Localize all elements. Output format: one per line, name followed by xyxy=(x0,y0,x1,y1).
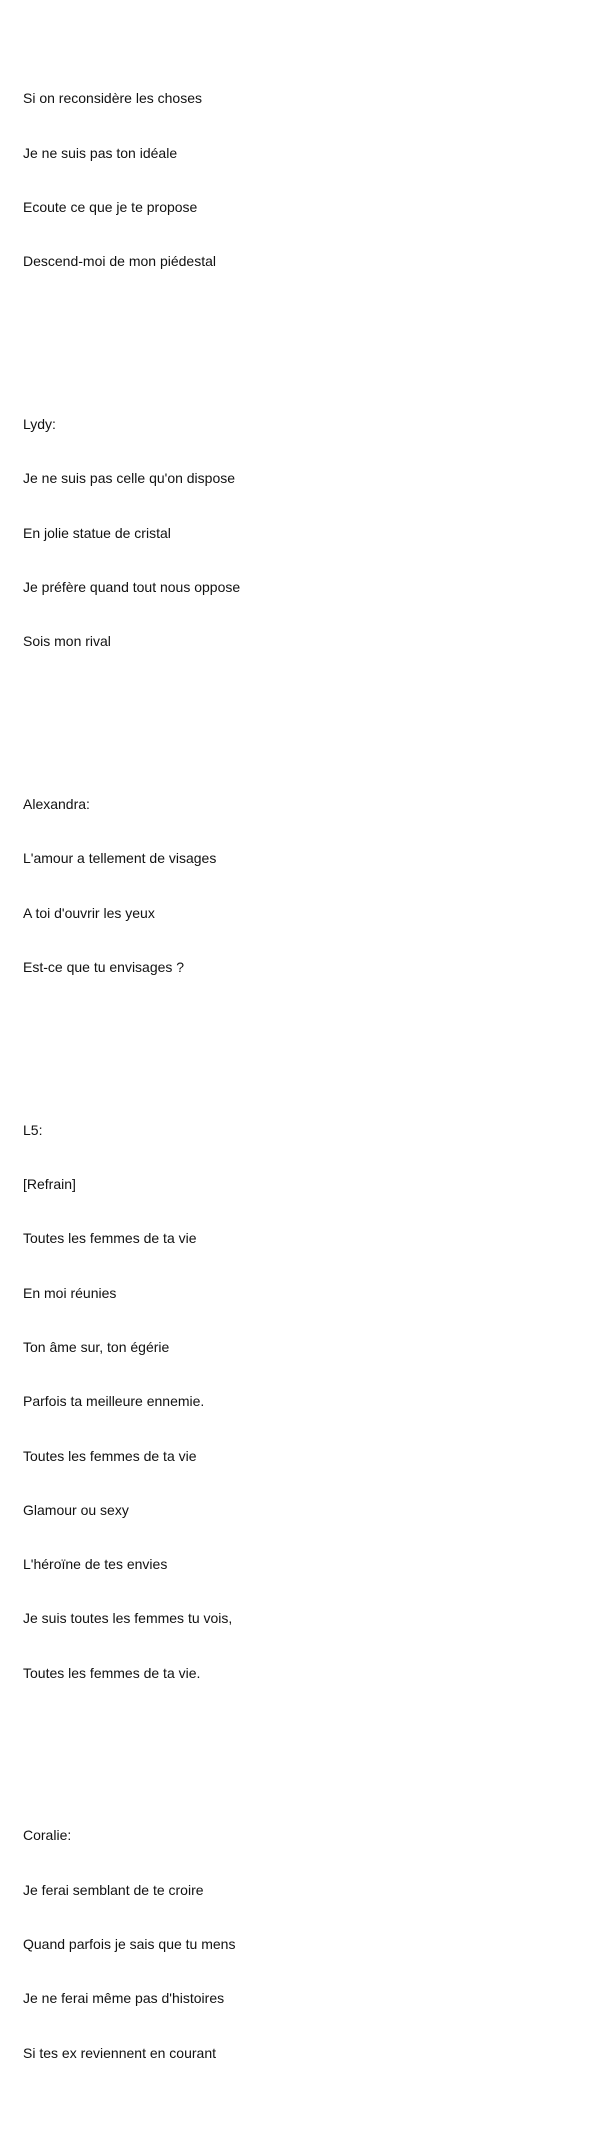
lyric-line: Je préfère quand tout nous oppose xyxy=(23,579,241,595)
lyric-line: Glamour ou sexy xyxy=(23,1501,129,1518)
lyric-line: Je suis toutes les femmes tu vois, xyxy=(23,1610,233,1627)
stanza-lydy xyxy=(23,379,240,687)
lyric-line: Sois mon rival xyxy=(23,633,111,650)
lyrics-document xyxy=(23,0,240,2134)
stanza-intro xyxy=(23,53,240,306)
stanza-l5 xyxy=(23,1085,240,1718)
lyric-line: L'amour a tellement de visages xyxy=(23,850,217,867)
lyric-line: Je ferai semblant de te croire xyxy=(23,1881,204,1898)
lyric-line: A toi d'ouvrir les yeux xyxy=(23,904,155,921)
lyric-line: Quand parfois je sais que tu mens xyxy=(23,1936,236,1953)
lyric-line: Si tes ex reviennent en courant xyxy=(23,2044,217,2061)
lyric-line: Est-ce que tu envisages ? xyxy=(23,958,185,975)
lyric-line: Toutes les femmes de ta vie. xyxy=(23,1664,201,1681)
lyric-line: Ton âme sur, ton égérie xyxy=(23,1338,170,1355)
lyric-line: Ecoute ce que je te propose xyxy=(23,199,198,216)
lyric-line: Je ne ferai même pas d'histoires xyxy=(23,1990,225,2007)
section-marker: [Refrain] xyxy=(23,1176,76,1193)
lyric-line: Je ne suis pas celle qu'on dispose xyxy=(23,470,236,487)
stanza-alexandra xyxy=(23,759,240,1012)
lyric-line: En jolie statue de cristal xyxy=(23,524,171,541)
lyric-line: L'héroïne de tes envies xyxy=(23,1556,168,1573)
stanza-coralie xyxy=(23,1790,240,2098)
lyric-line: Descend-moi de mon piédestal xyxy=(23,253,216,270)
speaker-label: Alexandra: xyxy=(23,796,90,813)
speaker-label: Lydy: xyxy=(23,416,56,433)
lyric-line: En moi réunies xyxy=(23,1284,117,1301)
lyric-line: Parfois ta meilleure ennemie. xyxy=(23,1393,205,1410)
lyric-line: Toutes les femmes de ta vie xyxy=(23,1230,197,1247)
speaker-label: Coralie: xyxy=(23,1827,72,1844)
speaker-label: L5: xyxy=(23,1121,43,1138)
lyric-line: Si on reconsidère les choses xyxy=(23,90,202,107)
lyric-line: Toutes les femmes de ta vie xyxy=(23,1447,197,1464)
lyric-line: Je ne suis pas ton idéale xyxy=(23,144,178,161)
